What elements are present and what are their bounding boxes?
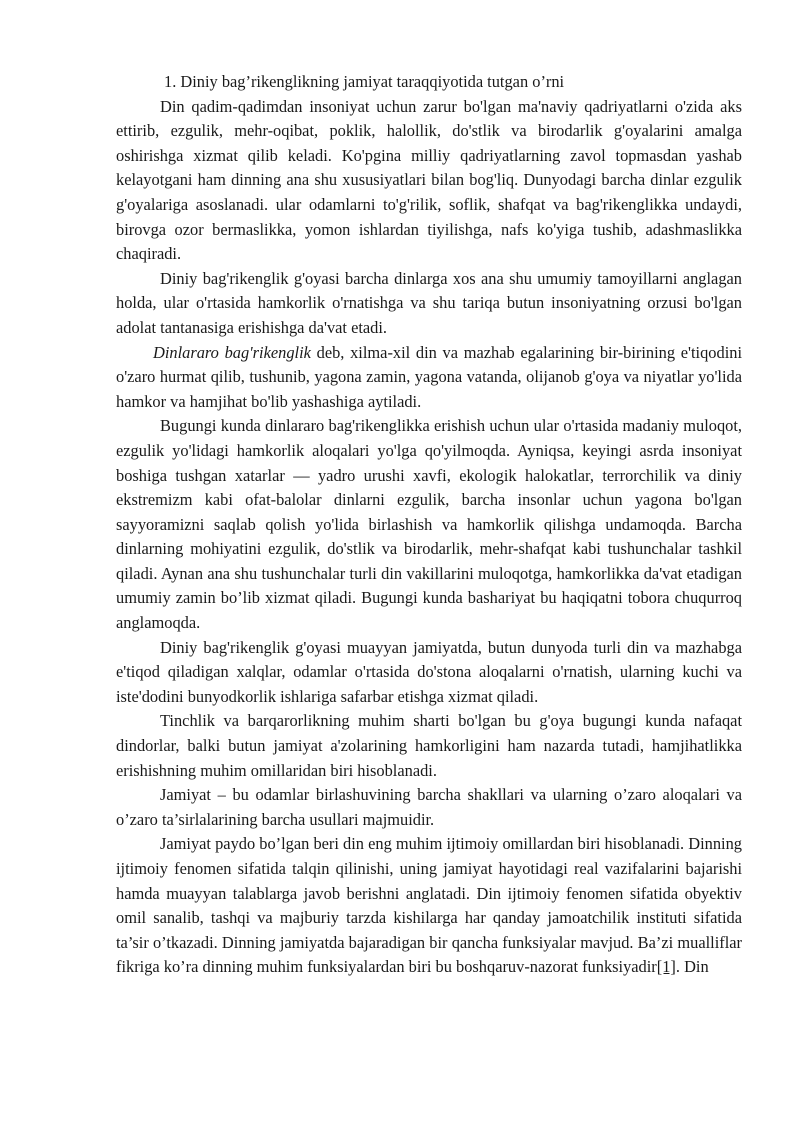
definition-text: deb, xilma-xil din va mazhab egalarining bir-birining e'tiqodini o'zaro hurmat qilib, tushunib, yagona zamin, yagona vatanda, olijanob g'oya va niyatlar yo'lida hamkor va hamjihat bo'lib yashashiga aytiladi. xyxy=(116,342,742,411)
paragraph-religion-values: Din qadim-qadimdan insoniyat uchun zarur bo'lgan ma'naviy qadriyatlarni o'zida aks ettirib, ezgulik, mehr-oqibat, poklik, halollik, do'stlik va birodarlik g'oyalarini amalga oshirishga xizmat qilib keladi. Ko'pgina milliy qadriyatlarning zavol topmasdan yashab kelayotgani ham dinning ana shu xususiyatlari bilan bog'liq. Dunyodagi barcha dinlar ezgulik g'oyalariga asoslanadi. ular odamlarni to'g'rilik, soflik, shafqat va bag'rikenglikka undaydi, birovga ozor bermaslikka, yomon ishlardan tiyilishga, nafs ko'yiga tushib, adashmaslikka chaqiradi. xyxy=(116,96,742,264)
paragraph-tail-text: . Din xyxy=(675,957,709,977)
paragraph-body-text: Jamiyat paydo bo’lgan beri din eng muhim ijtimoiy omillardan biri hisoblanadi. Dinning ijtimoiy fenomen sifatida talqin qilinishi, uning jamiyat hayotidagi real vazifalarini bajarishi hamda muayyan talablarga javob berishni anglatadi. Din ijtimoiy fenomen sifatida obyektiv omil sanalib, tashqi va majburiy tarzda kishilarga har qanday jamoatchilik instituti sifatida ta’sir o’tkazadi. Dinning jamiyatda bajaradigan bir qancha funksiyalar mavjud. Ba’zi mualliflar fikriga ko’ra dinning muhim funksiyalardan biri bu boshqaruv-nazorat funksiyadir xyxy=(116,834,742,977)
paragraph-interfaith-tolerance-definition xyxy=(116,341,742,415)
paragraph-society-definition: Jamiyat – bu odamlar birlashuvining barcha shakllari va ularning o’zaro aloqalari va o’zaro ta’sirlalarining barcha usullari majmuidir. xyxy=(116,785,742,829)
section-heading: 1. Diniy bag’rikenglikning jamiyat taraqqiyotida tutgan o’rni xyxy=(164,72,565,91)
document-page xyxy=(116,70,742,980)
paragraph-religious-tolerance-idea: Diniy bag'rikenglik g'oyasi barcha dinlarga xos ana shu umumiy tamoyillarni anglagan holda, ular o'rtasida hamkorlik o'rnatishga va shu tariqa butun insoniyatning orzusi bo'lgan adolat tantanasiga erishishga da'vat etadi. xyxy=(116,268,742,337)
paragraph-religion-social-function xyxy=(116,832,742,980)
paragraph-friendly-relations: Diniy bag'rikenglik g'oyasi muayyan jamiyatda, butun dunyoda turli din va mazhabga e'tiqod qiladigan xalqlar, odamlar o'rtasida do'stona aloqalarni o'rnatish, ularning kuchi va iste'dodini bunyodkorlik ishlariga safarbar etishga xizmat qiladi. xyxy=(116,637,742,706)
paragraph-interfaith-dialogue: Bugungi kunda dinlararo bag'rikenglikka erishish uchun ular o'rtasida madaniy muloqot, ezgulik yo'lidagi hamkorlik aloqalari yo'lga qo'yilmoqda. Ayniqsa, keyingi asrda insoniyat boshiga tushgan xatarlar — yadro urushi xavfi, ekologik halokatlar, terrorchilik va diniy ekstremizm kabi ofat-balolar dinlarni ezgulik, barcha insonlar uchun yagona bo'lgan sayyoramizni saqlab qolish yo'lida birlashish va hamkorlik qilishga undamoqda. Barcha dinlarning mohiyatini ezgulik, do'stlik va birodarlik, mehr-shafqat kabi tushunchalar tashkil qiladi. Aynan ana shu tushunchalar turli din vakillarini muloqotga, hamkorlikka da'vat etadigan umumiy zamin bo’lib xizmat qiladi. Bugungi kunda bashariyat bu haqiqatni tobora chuqurroq anglamoqda. xyxy=(116,416,742,633)
footnote-link[interactable]: [1] xyxy=(656,957,676,977)
paragraph-peace-stability: Tinchlik va barqarorlikning muhim sharti bo'lgan bu g'oya bugungi kunda nafaqat dindorlar, balki butun jamiyat a'zolarining hamkorligini ham nazarda tutadi, hamjihatlikka erishishning muhim omillaridan biri hisoblanadi. xyxy=(116,711,742,780)
defined-term: Dinlararo bag'rikenglik xyxy=(153,342,311,362)
